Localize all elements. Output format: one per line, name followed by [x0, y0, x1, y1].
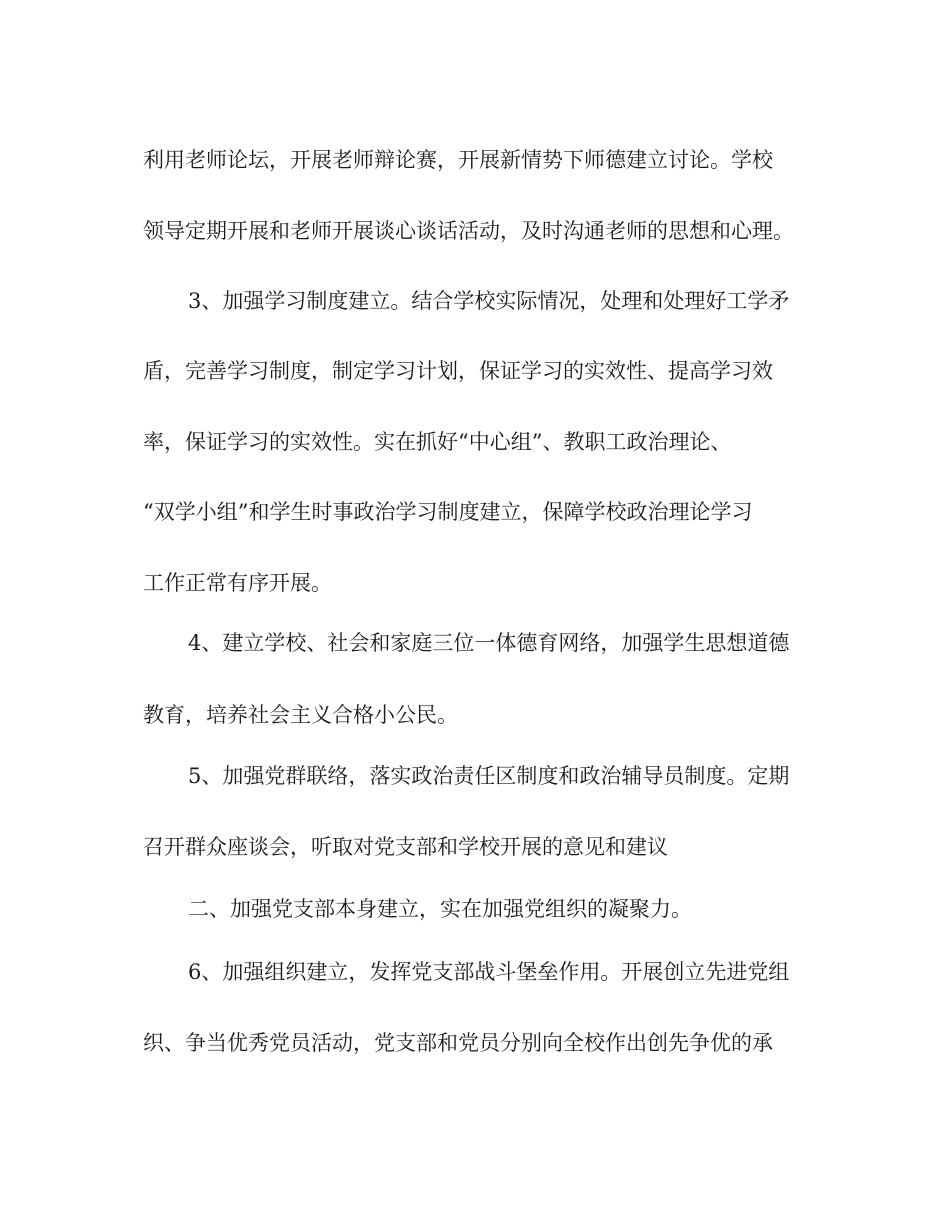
body-text-line: 领导定期开展和老师开展谈心谈话活动，及时沟通老师的思想和心理。 — [143, 219, 794, 243]
body-text-line: 率，保证学习的实效性。实在抓好“中心组”、教职工政治理论、 — [143, 430, 732, 454]
paragraph-start-line: 5、加强党群联络，落实政治责任区制度和政治辅导员制度。定期 — [188, 764, 790, 788]
body-text-line: 召开群众座谈会，听取对党支部和学校开展的意见和建议 — [143, 835, 668, 859]
body-text-line: 织、争当优秀党员活动，党支部和党员分别向全校作出创先争优的承 — [143, 1031, 773, 1055]
body-text-line: 利用老师论坛，开展老师辩论赛，开展新情势下师德建立讨论。学校 — [143, 148, 773, 172]
paragraph-start-line: 4、建立学校、社会和家庭三位一体德育网络，加强学生思想道德 — [188, 631, 790, 655]
body-text-line: “双学小组”和学生时事政治学习制度建立，保障学校政治理论学习 — [143, 500, 753, 524]
body-text-line: 工作正常有序开展。 — [143, 571, 332, 595]
section-heading-line: 二、加强党支部本身建立，实在加强党组织的凝聚力。 — [188, 897, 692, 921]
paragraph-start-line: 6、加强组织建立，发挥党支部战斗堡垒作用。开展创立先进党组 — [188, 960, 790, 984]
paragraph-start-line: 3、加强学习制度建立。结合学校实际情况，处理和处理好工学矛 — [188, 289, 790, 313]
body-text-line: 盾，完善学习制度，制定学习计划，保证学习的实效性、提高学习效 — [143, 359, 773, 383]
body-text-line: 教育，培养社会主义合格小公民。 — [143, 703, 458, 727]
